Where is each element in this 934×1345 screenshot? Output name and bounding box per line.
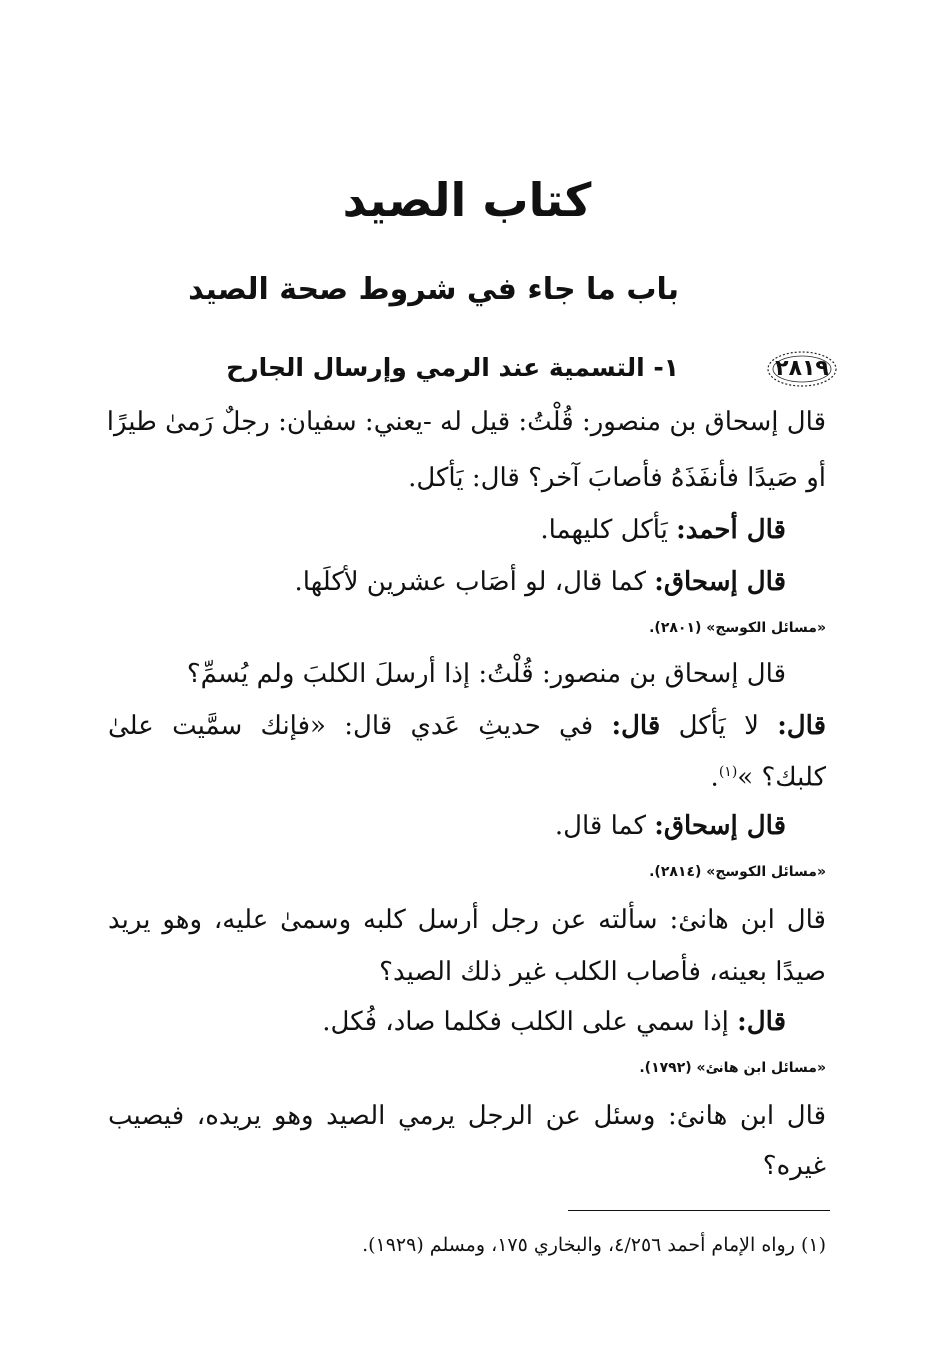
source-citation-1: «مسائل الكوسج» (٢٨٠١). — [649, 620, 826, 636]
paragraph-6 — [555, 808, 786, 844]
entry-number: ٢٨١٩ — [775, 356, 829, 381]
paragraph-1-line-1: قال إسحاق بن منصور: قُلْتُ: قيل له -يعني: سفيان: رجلٌ رَمىٰ طيرًا — [106, 407, 826, 437]
paragraph-9-line-1: قال ابن هانئ: وسئل عن الرجل يرمي الصيد وهو يريده، فيصيب — [108, 1101, 826, 1131]
statement-text: كما قال. — [554, 811, 646, 841]
paragraph-1-line-2: أو صَيدًا فأنفَذَهُ فأصابَ آخر؟ قال: يَأكل. — [408, 463, 826, 493]
statement-text: في حديثِ عَدي قال: «فإنك سمَّيت علىٰ — [108, 711, 594, 741]
section-title: ١- التسمية عند الرمي وإرسال الجارح — [226, 353, 679, 382]
footnote-separator — [568, 1210, 830, 1211]
paragraph-7-line-2: صيدًا بعينه، فأصاب الكلب غير ذلك الصيد؟ — [379, 957, 826, 987]
source-citation-3: «مسائل ابن هانئ» (١٧٩٢). — [639, 1060, 826, 1076]
source-citation-2: «مسائل الكوسج» (٢٨١٤). — [649, 864, 826, 880]
footnote: (١) رواه الإمام أحمد ٤/٢٥٦، والبخاري ١٧٥، ومسلم (١٩٢٩). — [362, 1234, 826, 1256]
chapter-title: باب ما جاء في شروط صحة الصيد — [188, 272, 679, 307]
paragraph-5-line-2 — [711, 754, 826, 796]
paragraph-9-line-2: غيره؟ — [762, 1151, 826, 1181]
speaker-label: قال: — [777, 711, 827, 741]
speaker-label: قال إسحاق: — [654, 567, 786, 597]
statement-text: يَأكل كليهما. — [540, 515, 668, 545]
paragraph-5-line-1 — [108, 708, 826, 744]
period: . — [710, 762, 719, 793]
speaker-label: قال: — [611, 711, 661, 741]
speaker-label: قال: — [737, 1007, 786, 1037]
paragraph-3 — [295, 564, 786, 600]
statement-text: كما قال، لو أصَاب عشرين لأكلَها. — [294, 567, 646, 597]
paragraph-7-line-1: قال ابن هانئ: سألته عن رجل أرسل كلبه وسمىٰ عليه، وهو يريد — [108, 905, 826, 935]
speaker-label: قال أحمد: — [676, 515, 786, 545]
statement-text: كلبك؟ » — [737, 762, 826, 793]
paragraph-8 — [322, 1004, 786, 1040]
statement-text: إذا سمي على الكلب فكلما صاد، فُكل. — [322, 1007, 729, 1037]
entry-number-emblem — [766, 350, 838, 388]
speaker-label: قال إسحاق: — [654, 811, 786, 841]
footnote-reference: (١) — [718, 764, 738, 780]
paragraph-4: قال إسحاق بن منصور: قُلْتُ: إذا أرسلَ الكلبَ ولم يُسمِّ؟ — [186, 659, 786, 689]
paragraph-2 — [540, 512, 786, 548]
statement-text: لا يَأكل — [678, 711, 759, 741]
book-title: كتاب الصيد — [342, 173, 592, 227]
